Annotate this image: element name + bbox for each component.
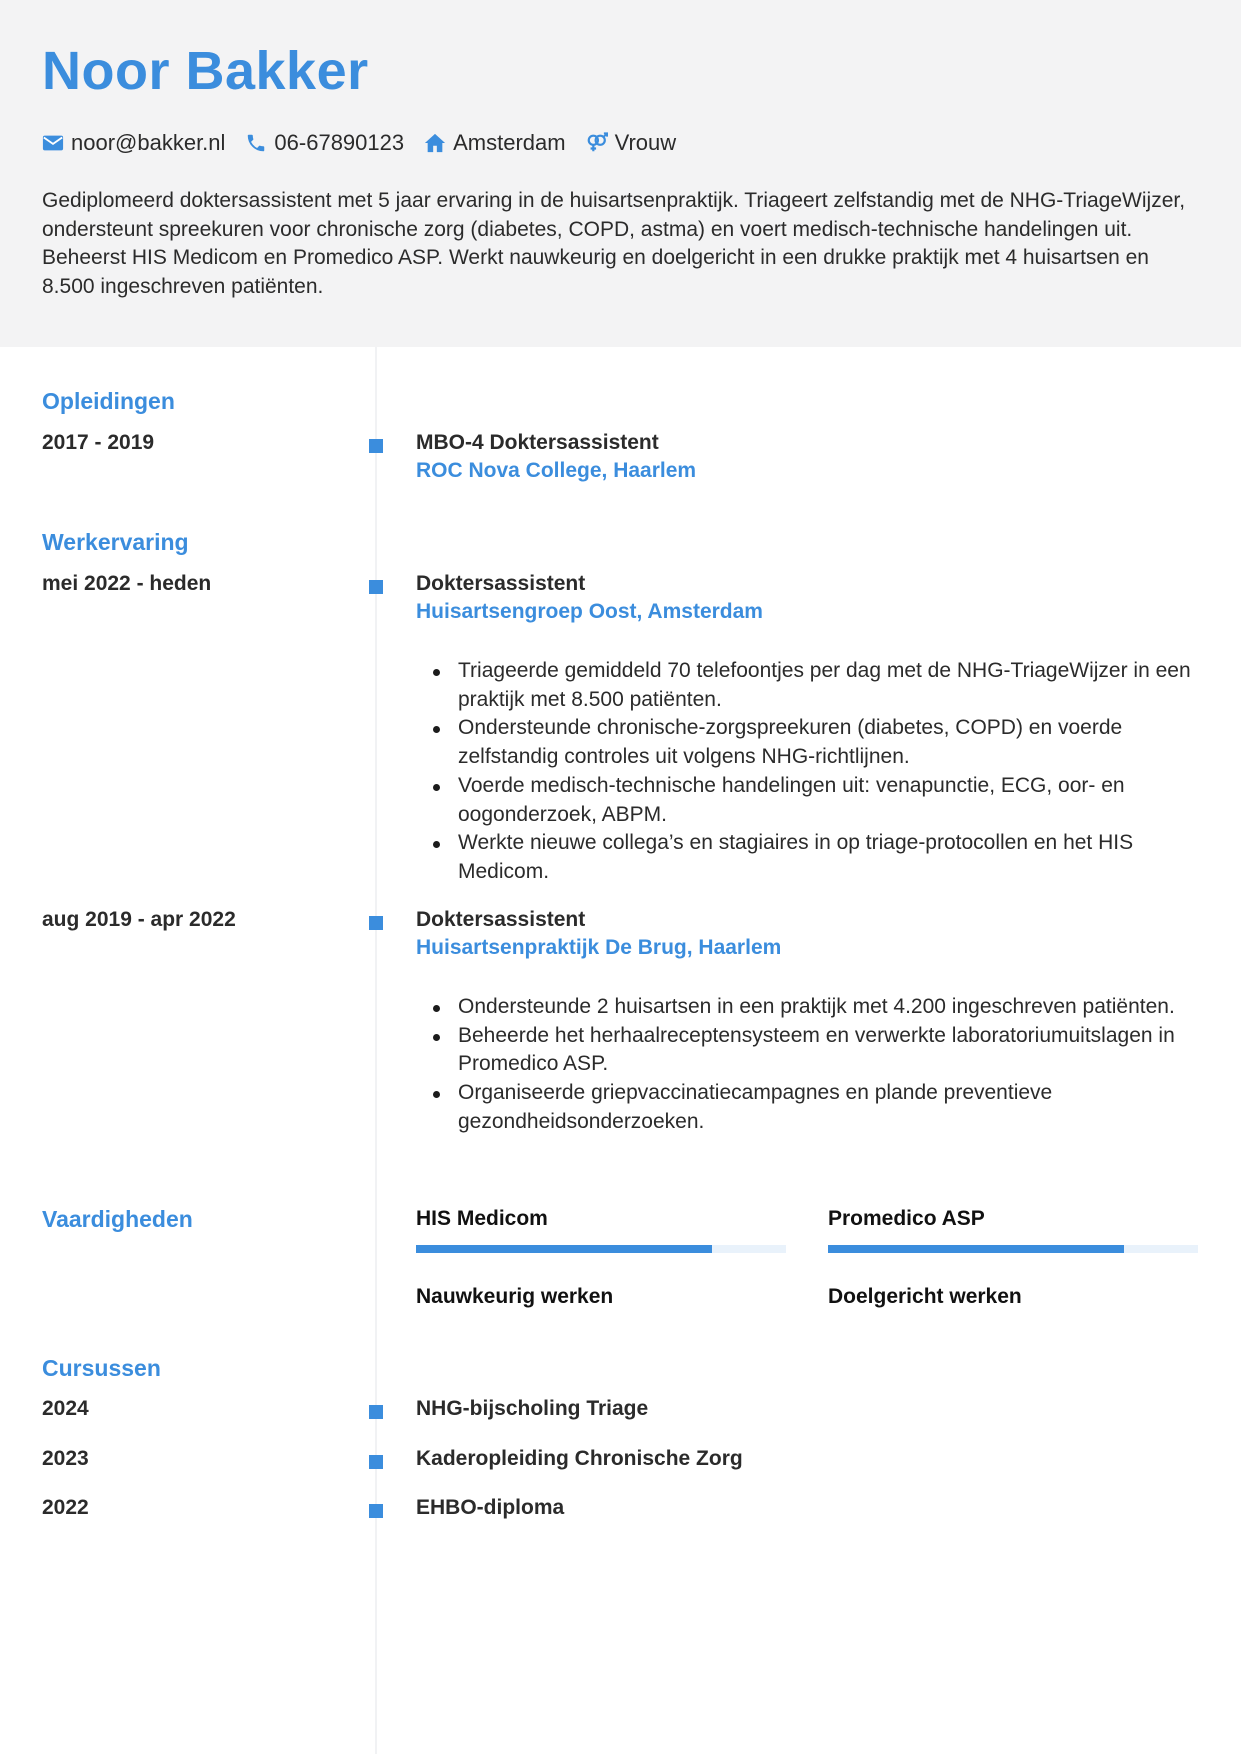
job-title: Doktersassistent [416,908,586,931]
skill-level-fill [416,1245,712,1253]
job-title: Doktersassistent [416,572,586,595]
timeline-marker-icon [369,439,383,453]
city-text: Amsterdam [453,130,566,155]
contact-bar [42,128,696,158]
course-year: 2024 [42,1397,89,1420]
job-bullets [416,657,1196,887]
list-item: Ondersteunde chronische-zorgspreekuren (diabetes, COPD) en voerde zelfstandig controles uit volgens NHG-richtlijnen. [416,714,1196,771]
list-item: Triageerde gemiddeld 70 telefoontjes per dag met de NHG-TriageWijzer in een praktijk met 8.500 patiënten. [416,657,1196,714]
phone-text: 06-67890123 [274,130,405,155]
header [0,0,1241,347]
job-date: mei 2022 - heden [42,572,212,595]
list-item: Werkte nieuwe collega’s en stagiaires in op triage-protocollen en het HIS Medicom. [416,829,1196,886]
skill-name: Doelgericht werken [828,1285,1022,1308]
list-item: Organiseerde griepvaccinatiecampagnes en plande preventieve gezondheidsonderzoeken. [416,1079,1176,1136]
course-name: Kaderopleiding Chronische Zorg [416,1447,743,1470]
job-date: aug 2019 - apr 2022 [42,908,236,931]
profile-summary: Gediplomeerd doktersassistent met 5 jaar ervaring in de huisartsenpraktijk. Triageert zelfstandig met de NHG-TriageWijzer, ondersteunt spreekuren voor chronische zorg (diabetes, COPD, astma) en voert medisch-technische handelingen uit. Beheerst HIS Medicom en Promedico ASP. Werkt nauwkeurig en doelgericht in een drukke praktijk met 4 huisartsen en 8.500 ingeschreven patiënten. [42,189,1186,298]
skill-name: HIS Medicom [416,1207,548,1230]
contact-city [424,130,565,156]
course-name: NHG-bijscholing Triage [416,1397,649,1420]
contact-email[interactable] [42,130,225,156]
timeline-marker-icon [369,580,383,594]
education-date: 2017 - 2019 [42,431,155,454]
list-item: Ondersteunde 2 huisartsen in een praktijk met 4.200 ingeschreven patiënten. [416,993,1176,1022]
gender-icon [586,132,608,154]
section-title-education: Opleidingen [42,388,175,414]
section-title-skills: Vaardigheden [42,1206,193,1232]
timeline-marker-icon [369,916,383,930]
gender-text: Vrouw [614,130,677,155]
course-year: 2023 [42,1447,89,1470]
timeline-marker-icon [369,1504,383,1518]
job-bullets [416,993,1176,1137]
skill-level-fill [828,1245,1124,1253]
timeline-marker-icon [369,1455,383,1469]
candidate-name: Noor Bakker [42,41,369,101]
list-item: Voerde medisch-technische handelingen uit: venapunctie, ECG, oor- en oogonderzoek, ABPM. [416,772,1196,829]
section-title-courses: Cursussen [42,1355,161,1381]
skill-level-bar [828,1245,1198,1253]
list-item: Beheerde het herhaalreceptensysteem en verwerkte laboratoriumuitslagen in Promedico ASP. [416,1022,1176,1079]
section-title-experience: Werkervaring [42,529,189,555]
contact-gender [586,130,677,156]
skill-name: Nauwkeurig werken [416,1285,614,1308]
job-employer: Huisartsenpraktijk De Brug, Haarlem [416,936,782,959]
phone-icon [245,132,267,154]
education-title: MBO-4 Doktersassistent [416,431,659,454]
skill-name: Promedico ASP [828,1207,985,1230]
contact-phone[interactable] [245,130,404,156]
timeline-marker-icon [369,1405,383,1419]
skill-level-bar [416,1245,786,1253]
home-icon [424,132,446,154]
education-school: ROC Nova College, Haarlem [416,459,697,482]
email-text: noor@bakker.nl [71,130,226,155]
envelope-icon [42,132,64,154]
course-name: EHBO-diploma [416,1496,565,1519]
job-employer: Huisartsengroep Oost, Amsterdam [416,600,763,623]
timeline-line [375,347,377,1754]
course-year: 2022 [42,1496,89,1519]
